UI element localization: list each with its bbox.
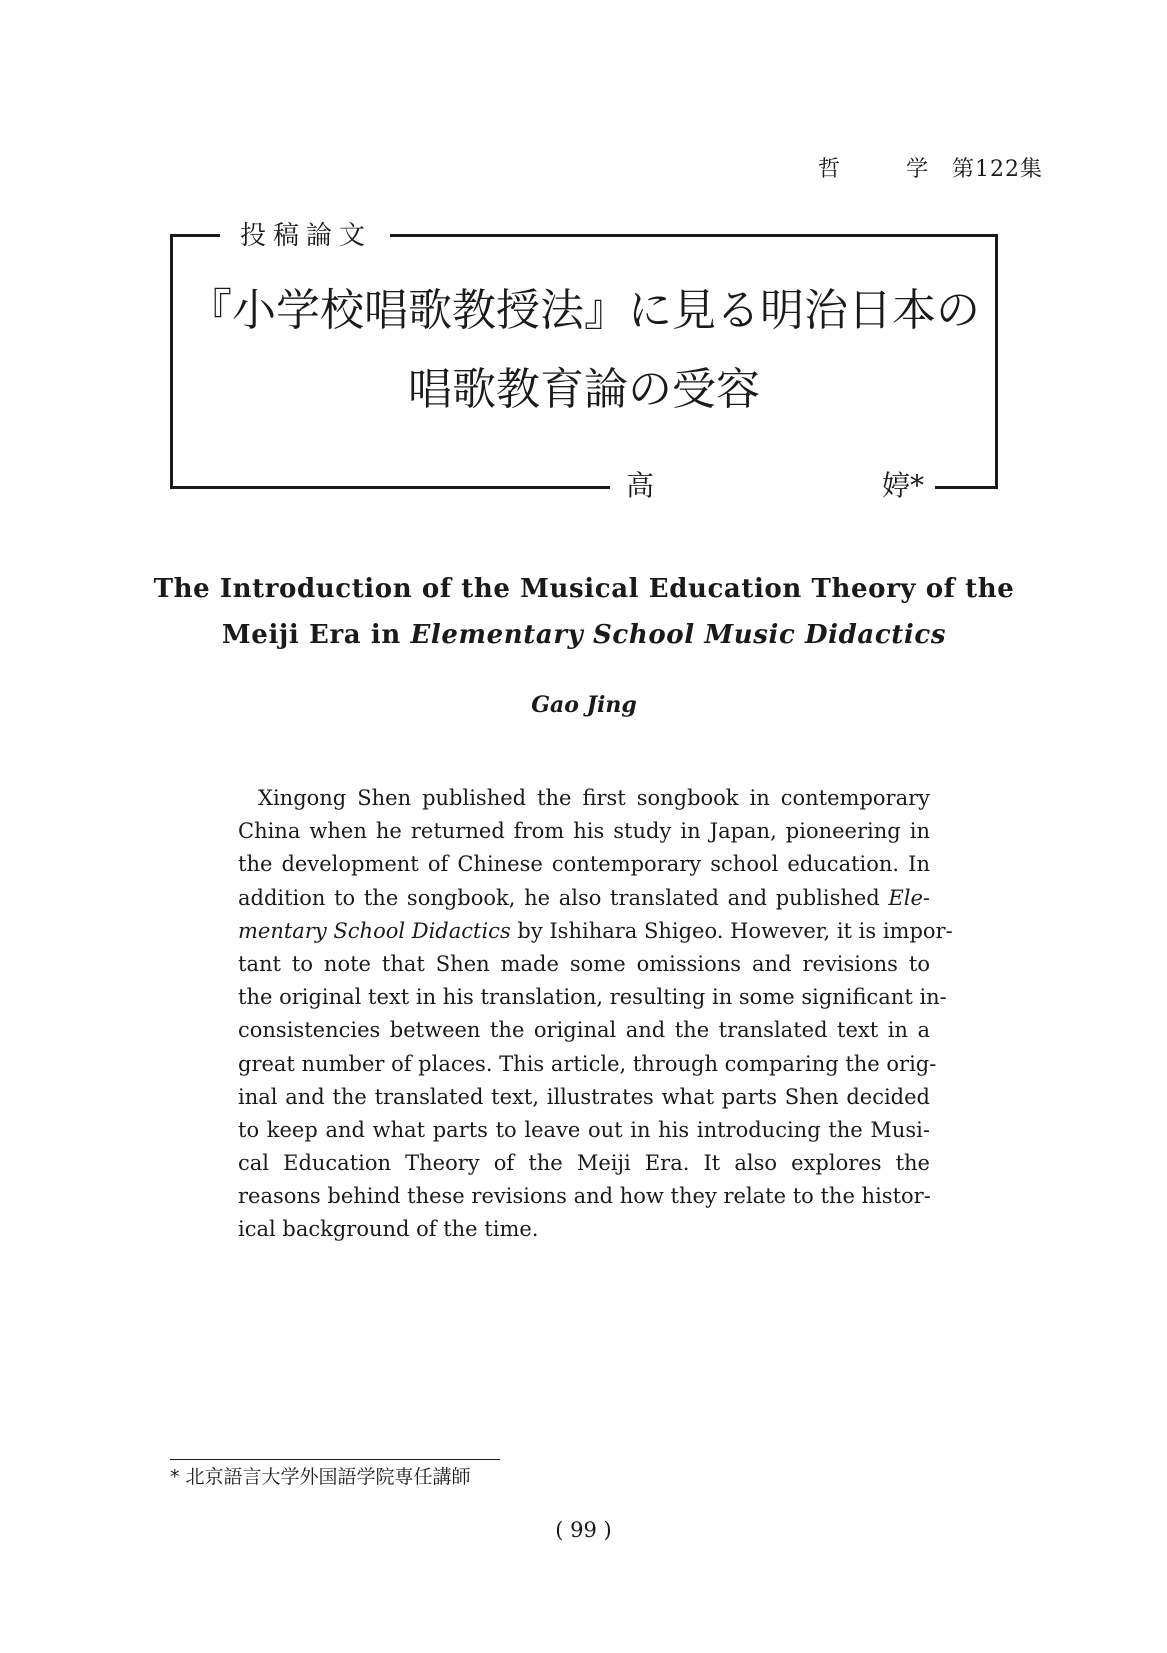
section-label: 投稿論文 [226,216,386,256]
japanese-title-line-2: 唱歌教育論の受容 [408,364,760,415]
abstract-line: inal and the translated text, illustrates what parts Shen decided [238,1084,930,1109]
abstract-line: consistencies between the original and the translated text in a [238,1018,930,1043]
abstract-line: cal Education Theory of the Meiji Era. It also explores the [238,1151,930,1176]
journal-name-char2: 学 [906,157,929,182]
abstract-line: reasons behind these revisions and how they relate to the histor- [238,1184,931,1209]
abstract-line: tant to note that Shen made some omissions and revisions to [238,951,930,976]
frame-top-left-rule [170,234,220,237]
author-name-en: Gao Jing [531,692,637,718]
running-header [700,152,1050,182]
english-title-line-2-plain: Meiji Era in [221,620,411,650]
abstract-line: the original text in his translation, resulting in some significant in- [238,985,947,1010]
abstract [238,782,953,1247]
abstract-line-italic: mentary School Didactics [238,918,511,943]
journal-name-char1: 哲 [818,157,841,182]
frame-right-rule [995,234,998,486]
abstract-line: great number of places. This article, through comparing the orig- [238,1051,937,1076]
abstract-line-plain: by Ishihara Shigeo. However, it is impor- [510,918,953,943]
abstract-line: to keep and what parts to leave out in his introducing the Musi- [238,1117,930,1142]
abstract-line: Xingong Shen published the first songbook in contemporary [258,786,930,810]
abstract-line: China when he returned from his study in Japan, pioneering in [238,819,930,844]
author-surname-jp: 高 [622,466,658,506]
page-number: ( 99 ) [555,1518,612,1542]
abstract-line: the development of Chinese contemporary school education. In [238,852,930,877]
frame-left-rule [170,234,173,486]
english-title-line-1: The Introduction of the Musical Education Theory of the [153,574,1015,604]
english-title-line-2 [150,612,1018,658]
journal-volume: 第122集 [952,157,1043,182]
footnote-rule [170,1459,500,1460]
frame-top-right-rule [390,234,998,237]
abstract-line [238,915,953,948]
abstract-line-italic: Ele- [888,885,930,910]
abstract-line [238,882,930,915]
english-title-line-2-italic: Elementary School Music Didactics [410,620,947,650]
author-given-name-jp: 婷* [880,466,926,506]
footnote: * 北京語言大学外国語学院専任講師 [170,1466,471,1488]
abstract-line: ical background of the time. [238,1217,539,1242]
frame-bottom-left-rule [170,486,610,489]
english-title [150,566,1018,658]
frame-bottom-right-rule [935,486,998,489]
abstract-line-plain: addition to the songbook, he also translated and published [238,885,889,910]
japanese-title-line-1: 『小学校唱歌教授法』に見る明治日本の [188,285,980,336]
